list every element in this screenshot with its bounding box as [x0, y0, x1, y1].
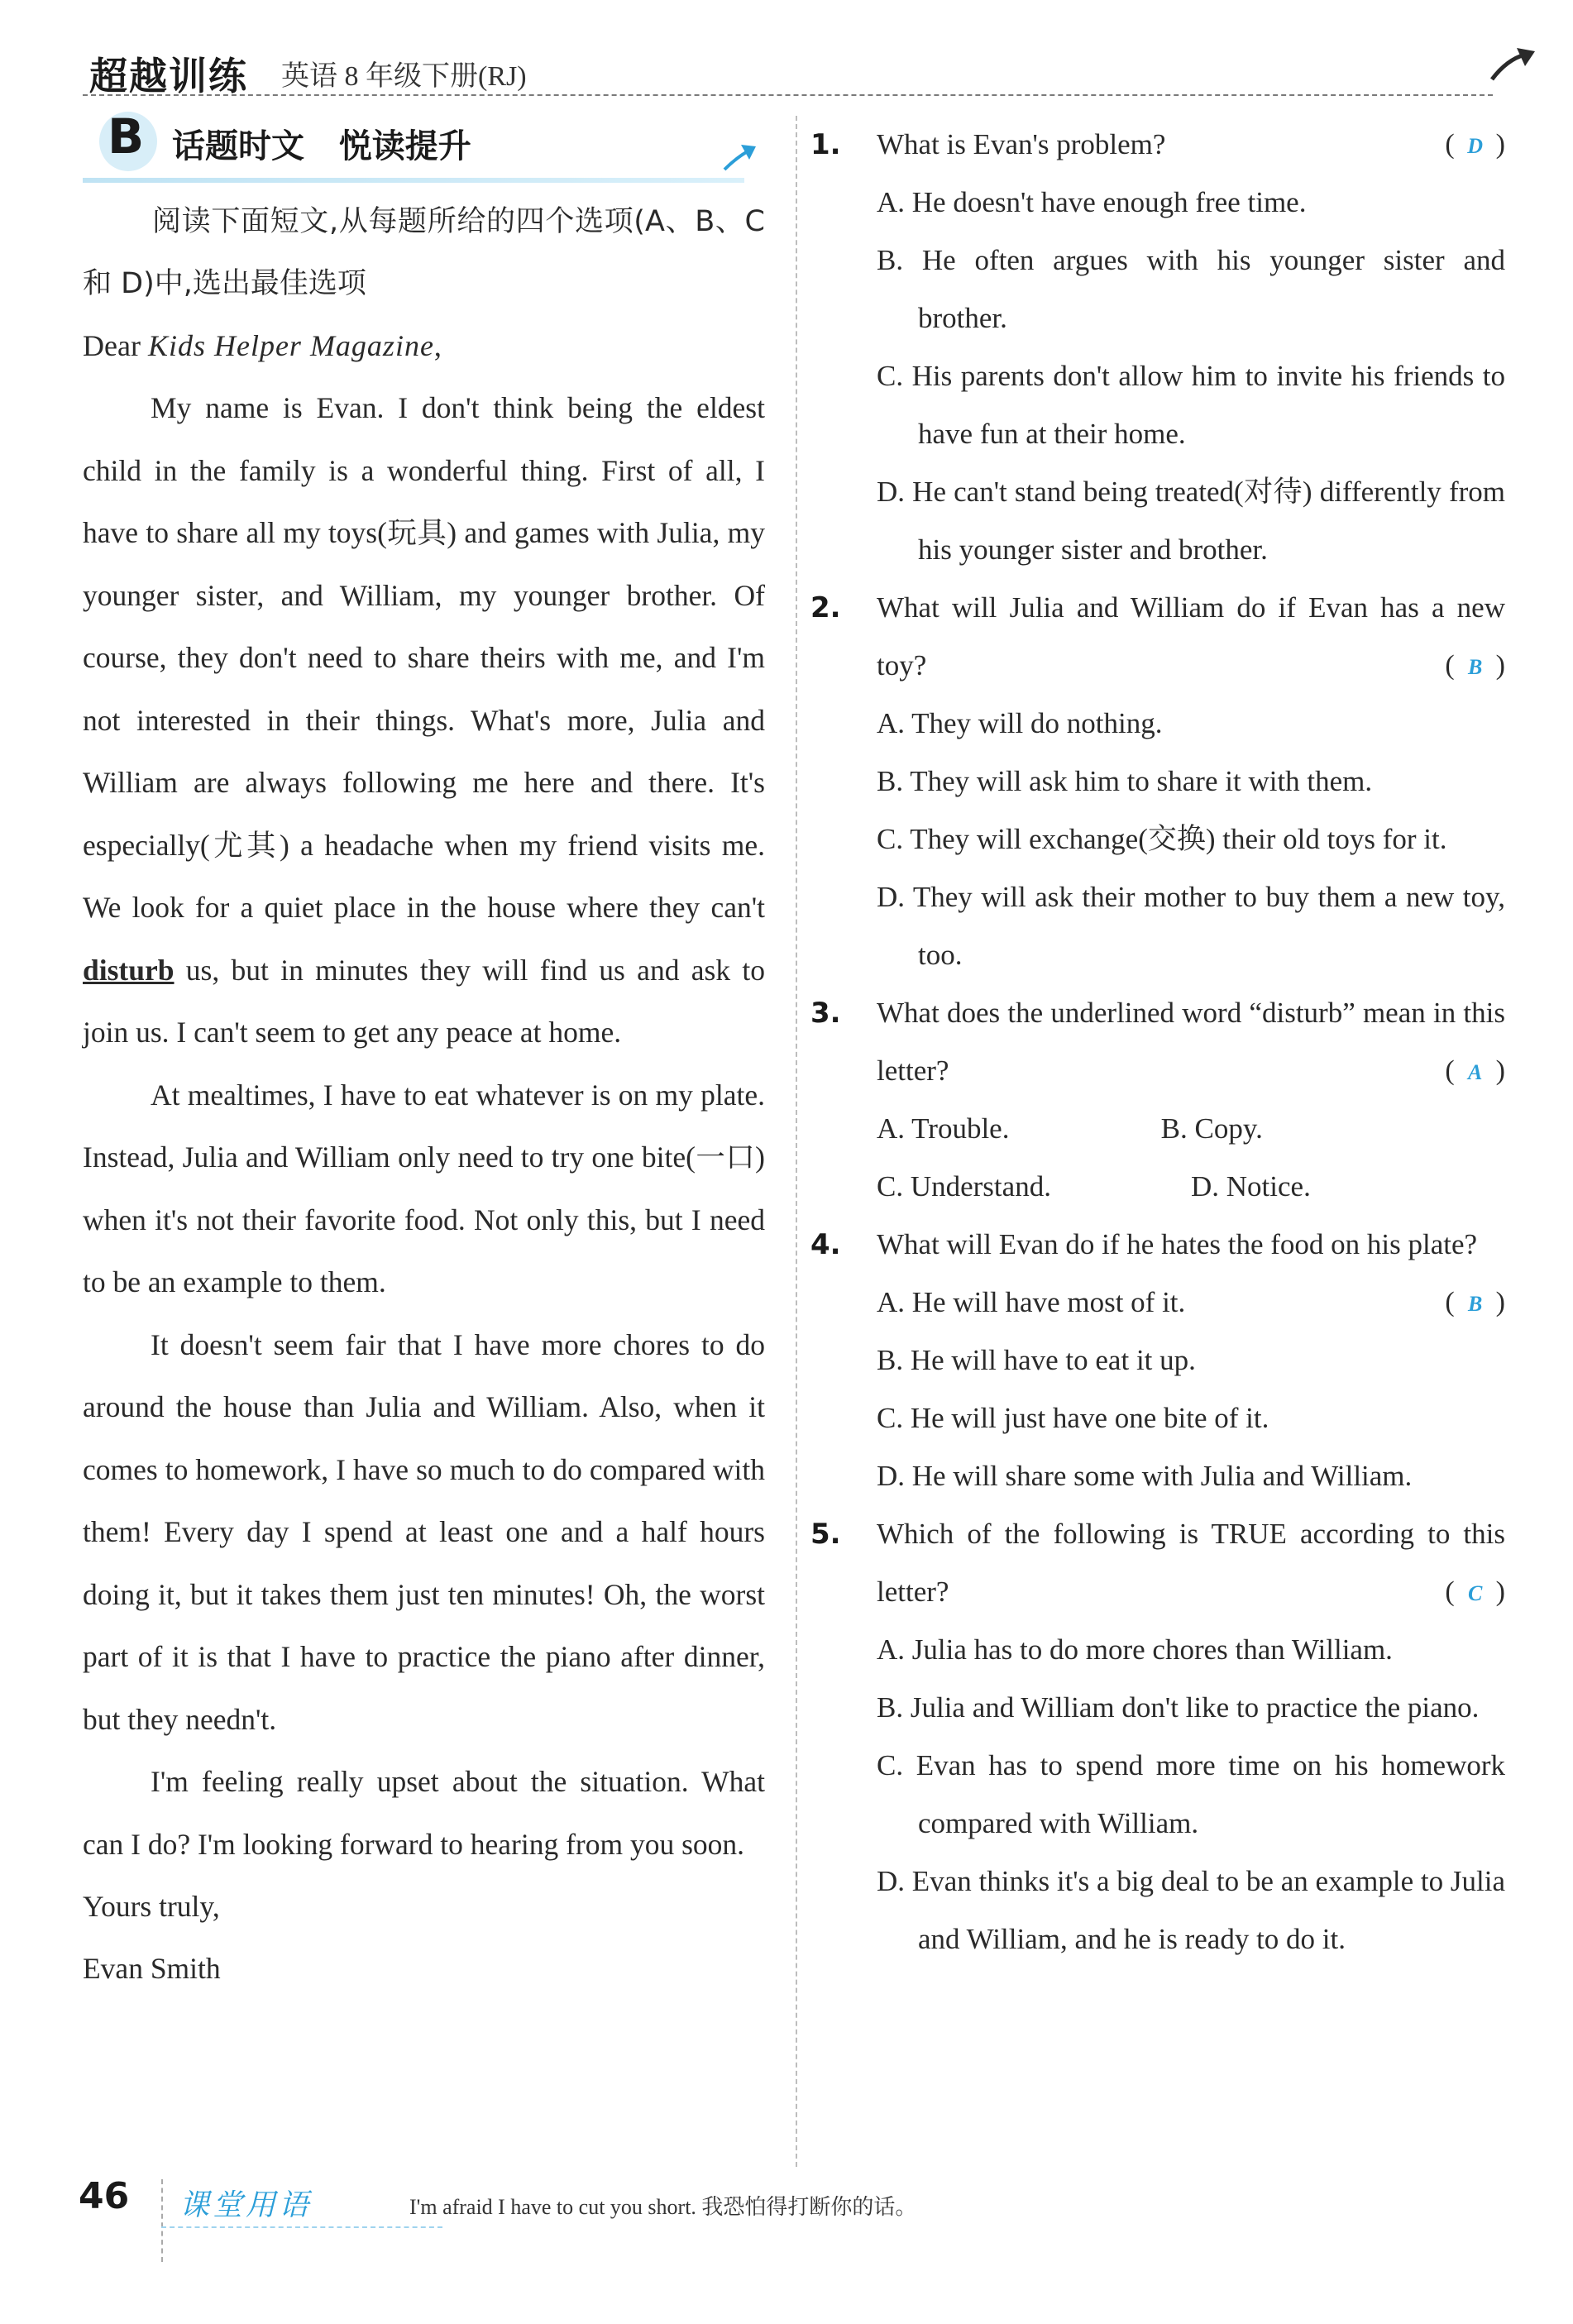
option-b: B. Julia and William don't like to practice the piano.	[877, 1691, 1480, 1724]
column-divider	[796, 116, 797, 2167]
option-c: C. They will exchange(交换) their old toys for it.	[877, 823, 1447, 855]
answer-bracket: ( B )	[1445, 637, 1505, 696]
question-stem: What does the underlined word “disturb” mean in this letter?	[877, 997, 1505, 1087]
footer-label: 课堂用语	[179, 2188, 313, 2222]
question-4	[810, 1216, 1505, 1505]
letter-paragraph-4: I'm feeling really upset about the situation. What can I do? I'm looking forward to hearing from you soon.	[83, 1765, 765, 1861]
question-text	[877, 1505, 1505, 1621]
option-b: B. Copy.	[1160, 1112, 1263, 1145]
option-d: D. Notice.	[1191, 1170, 1311, 1203]
option-a: A. Trouble.	[877, 1112, 1010, 1145]
option-c: C. His parents don't allow him to invite his friends to have fun at their home.	[877, 360, 1505, 450]
section-letter: B	[108, 108, 145, 165]
underlined-word: disturb	[83, 953, 175, 987]
question-stem: What will Julia and William do if Evan has a new toy?	[877, 591, 1505, 681]
option-row	[877, 1158, 1505, 1216]
page-footer	[79, 2175, 1518, 2274]
option-b: B. He will have to eat it up.	[877, 1344, 1196, 1376]
section-title: 话题时文 悦读提升	[172, 127, 471, 165]
question-number: 3.	[810, 997, 841, 1030]
footer-divider	[161, 2179, 163, 2262]
page-number: 46	[79, 2175, 130, 2217]
question-text	[877, 984, 1505, 1100]
question-1	[810, 116, 1505, 579]
questions-column	[810, 116, 1505, 1968]
paragraph-text: us, but in minutes they will find us and ask to join us. I can't seem to get any peace at home.	[83, 953, 765, 1049]
question-stem: What will Evan do if he hates the food on his plate?	[877, 1228, 1478, 1260]
option-c: C. Evan has to spend more time on his homework compared with William.	[877, 1749, 1505, 1839]
answer-bracket: ( B )	[1445, 1274, 1505, 1333]
arrow-icon	[1489, 43, 1538, 84]
instructions: 阅读下面短文,从每题所给的四个选项(A、B、C 和 D)中,选出最佳选项	[83, 205, 765, 300]
letter-paragraph-1	[83, 377, 765, 1064]
letter-signature: Evan Smith	[83, 1952, 221, 1985]
answer-mark: B	[1468, 655, 1483, 679]
page-header	[83, 43, 1522, 101]
question-number: 4.	[810, 1228, 841, 1261]
option-d: D. They will ask their mother to buy them a new toy, too.	[877, 881, 1505, 971]
option-c: C. He will just have one bite of it.	[877, 1402, 1269, 1434]
question-number: 5.	[810, 1518, 841, 1551]
series-title: 超越训练	[89, 54, 248, 98]
salutation-prefix: Dear	[83, 329, 148, 362]
option-d: D. Evan thinks it's a big deal to be an example to Julia and William, and he is ready to do it.	[877, 1865, 1505, 1955]
salutation-suffix: ,	[433, 329, 442, 362]
option-a: A. He will have most of it.	[877, 1286, 1186, 1318]
option-d: D. He can't stand being treated(对待) differently from his younger sister and brother.	[877, 476, 1505, 566]
question-2	[810, 579, 1505, 984]
footer-classroom-phrase: I'm afraid I have to cut you short. 我恐怕得打断你的话。	[409, 2195, 917, 2219]
answer-mark: A	[1468, 1060, 1483, 1084]
section-heading	[83, 108, 765, 186]
question-text	[877, 116, 1505, 174]
letter-salutation	[83, 315, 765, 377]
footer-label-underline	[161, 2226, 442, 2228]
option-a: A. He doesn't have enough free time.	[877, 186, 1307, 218]
answer-mark: C	[1468, 1581, 1483, 1605]
option-row	[877, 1100, 1445, 1158]
option-b: B. They will ask him to share it with them.	[877, 765, 1373, 797]
question-stem: What is Evan's problem?	[877, 128, 1166, 160]
question-3	[810, 984, 1505, 1216]
magazine-name: Kids Helper Magazine	[147, 329, 434, 362]
letter-closing: Yours truly,	[83, 1890, 220, 1923]
question-number: 2.	[810, 591, 841, 624]
answer-bracket: ( A )	[1445, 1042, 1505, 1102]
question-number: 1.	[810, 128, 841, 161]
answer-bracket: ( C )	[1445, 1563, 1505, 1623]
book-title: 英语 8 年级下册(RJ)	[281, 61, 527, 92]
option-c: C. Understand.	[877, 1170, 1051, 1203]
paragraph-text: My name is Evan. I don't think being the eldest child in the family is a wonderful thing. First of all, I have to share all my toys(玩具) and games with Julia, my younger sister, and William, my younger brother. Of course, they don't need to share theirs with me, and I'm not interested in their things. What's more, Julia and William are always following me here and there. It's especially(尤其) a headache when my friend visits me. We look for a quiet place in the house where they can't	[83, 391, 765, 924]
question-stem: Which of the following is TRUE according to this letter?	[877, 1518, 1505, 1608]
letter-paragraph-2: At mealtimes, I have to eat whatever is on my plate. Instead, Julia and William only need to try one bite(一口) when it's not their favorite food. Not only this, but I need to be an example to them.	[83, 1078, 765, 1298]
option-a: A. They will do nothing.	[877, 707, 1163, 739]
header-rule	[83, 94, 1493, 96]
arrow-icon	[720, 136, 761, 178]
reading-passage-column	[83, 108, 765, 2000]
option-d: D. He will share some with Julia and William.	[877, 1460, 1413, 1492]
answer-mark: D	[1467, 134, 1484, 158]
question-5	[810, 1505, 1505, 1968]
section-underline	[83, 178, 744, 183]
answer-bracket: ( D )	[1445, 116, 1505, 175]
option-a: A. Julia has to do more chores than William.	[877, 1633, 1393, 1666]
letter-paragraph-3: It doesn't seem fair that I have more chores to do around the house than Julia and William. Also, when it comes to homework, I have so much to do compared with them! Every day I spend at least one and a half hours doing it, but it takes them just ten minutes! Oh, the worst part of it is that I have to practice the piano after dinner, but they needn't.	[83, 1327, 765, 1736]
question-text	[877, 579, 1505, 695]
option-b: B. He often argues with his younger sister and brother.	[877, 244, 1505, 334]
answer-mark: B	[1468, 1292, 1483, 1316]
